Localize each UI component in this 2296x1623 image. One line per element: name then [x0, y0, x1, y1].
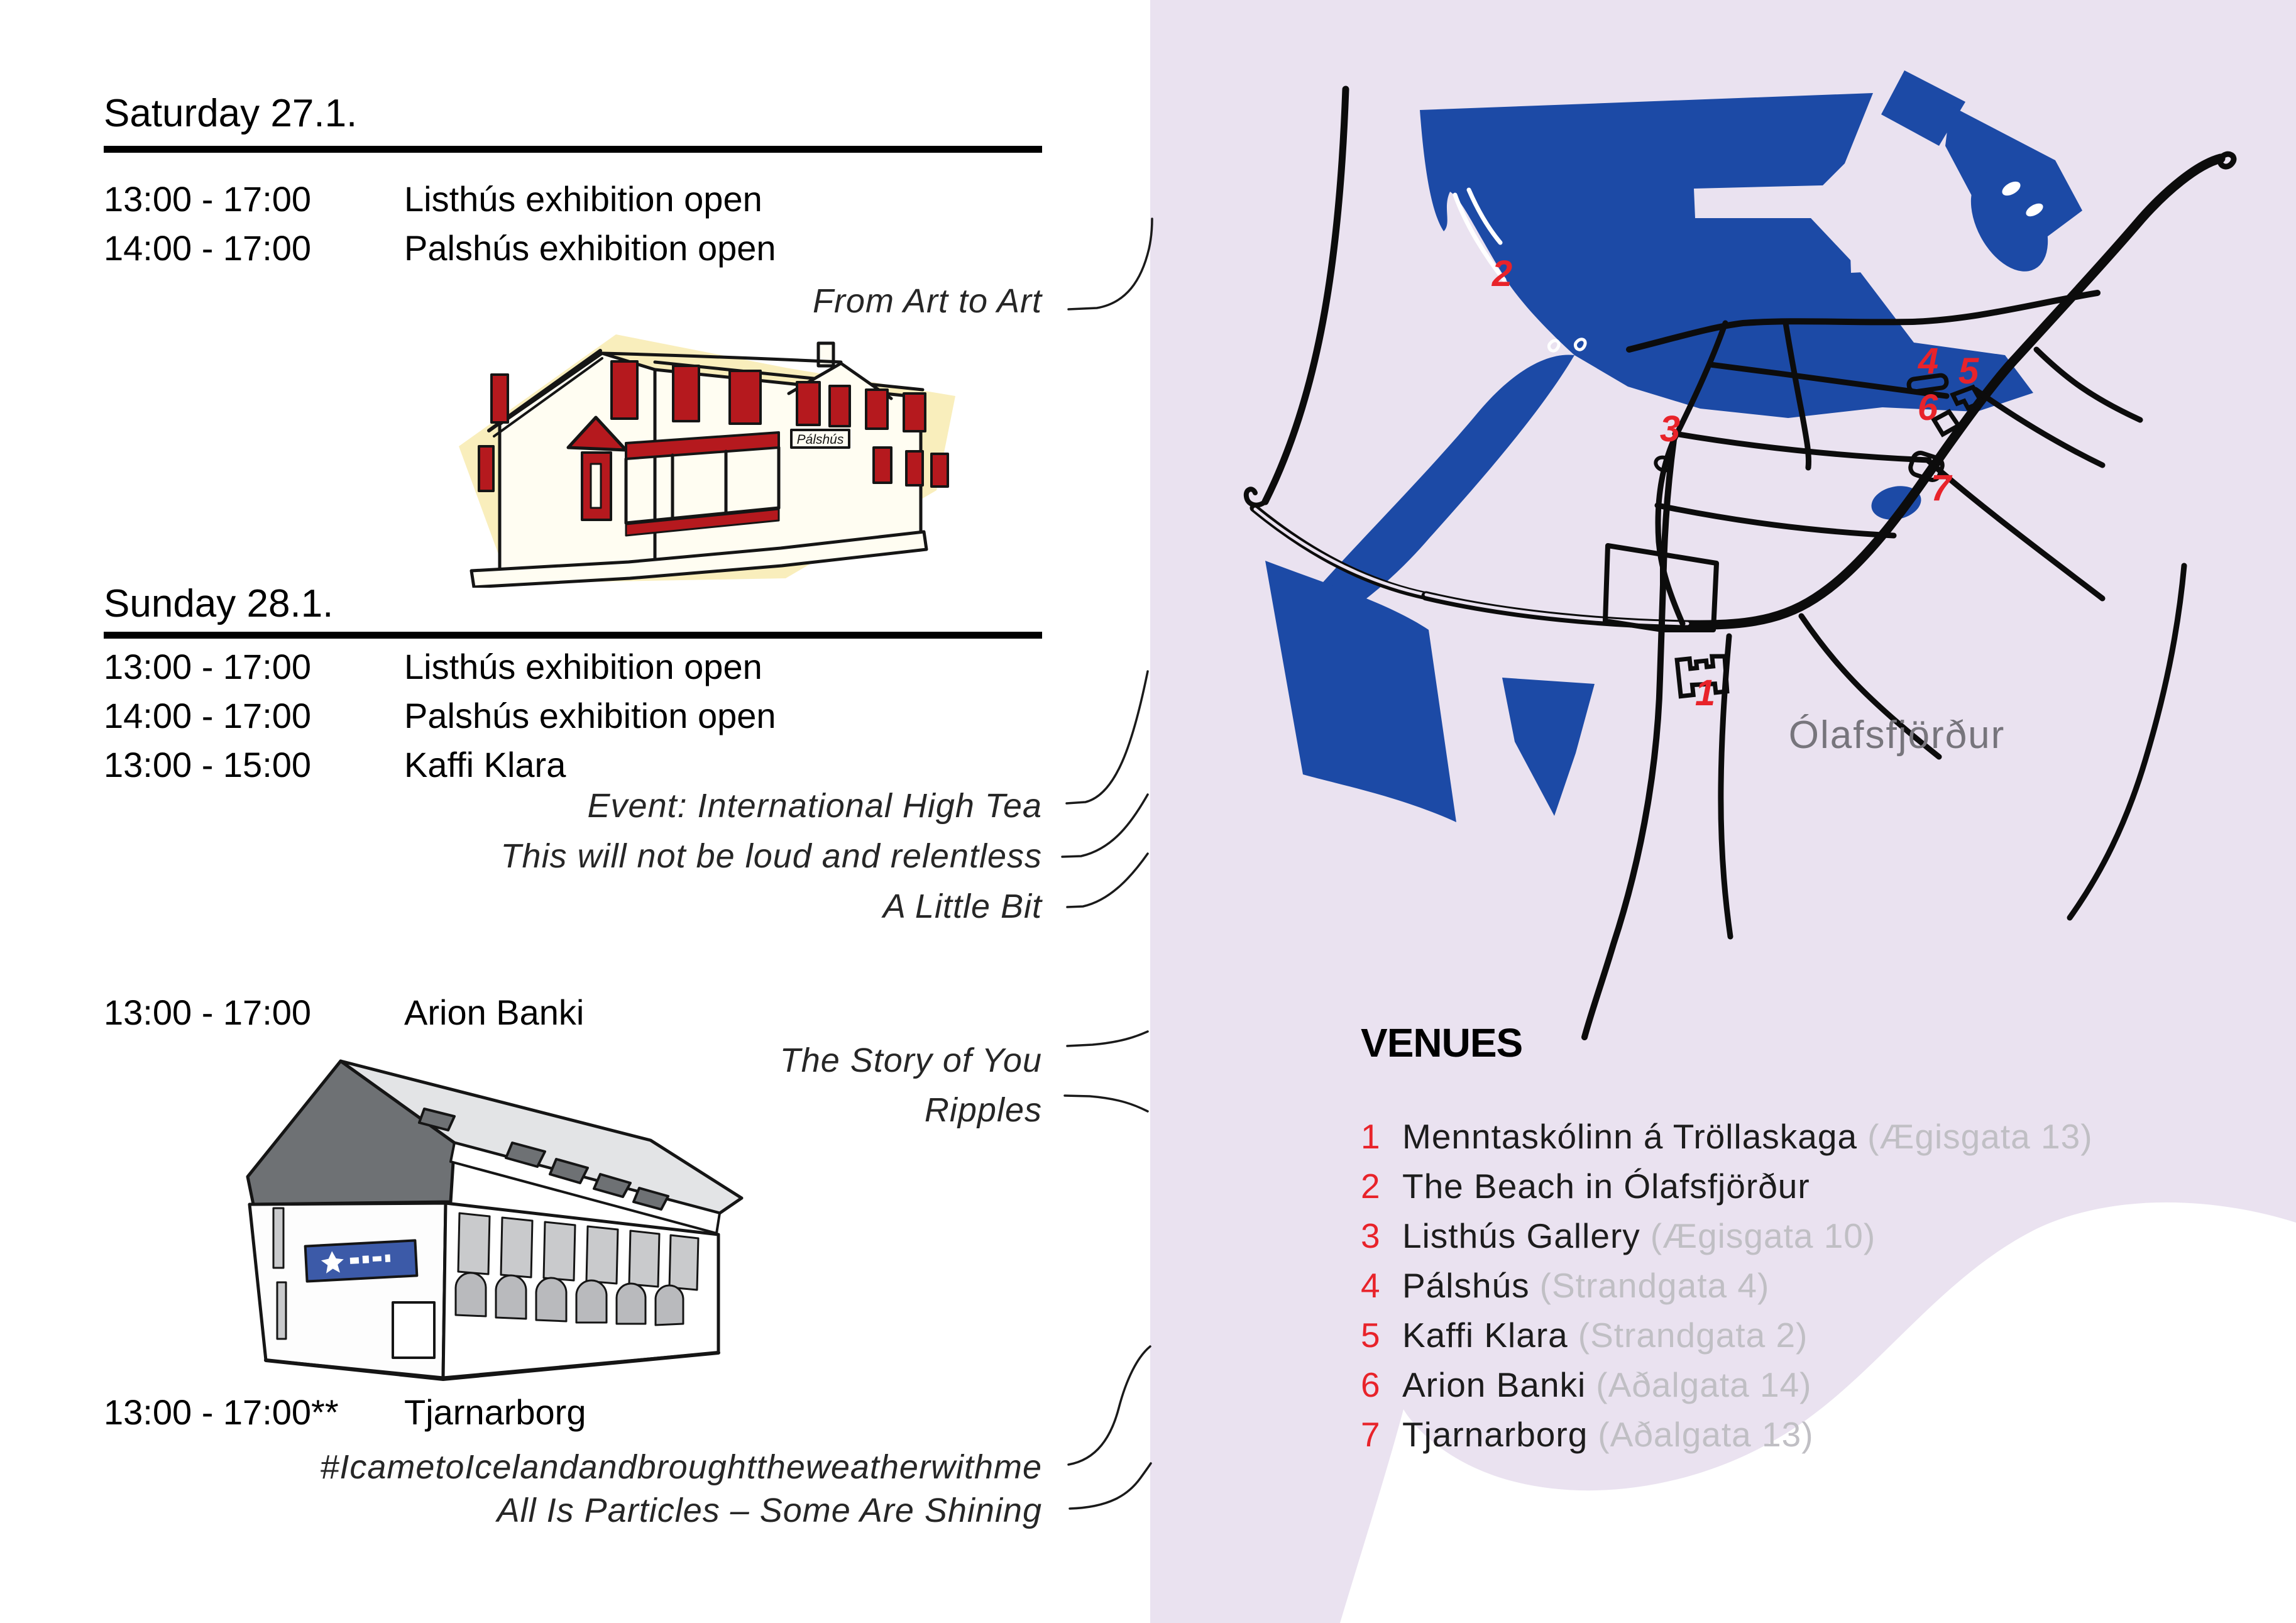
event-time: 13:00 - 17:00** — [104, 1392, 339, 1432]
event-time: 13:00 - 17:00 — [104, 993, 312, 1032]
venue-address: (Ægisgata 13) — [1867, 1117, 2093, 1156]
venue-number: 4 — [1361, 1266, 1380, 1305]
event-name: Listhús exhibition open — [404, 179, 762, 219]
venue-name: Listhús Gallery — [1402, 1216, 1640, 1255]
map-marker-3: 3 — [1659, 409, 1681, 449]
event-note: All Is Particles – Some Are Shining — [497, 1492, 1042, 1529]
event-note: Ripples — [924, 1091, 1042, 1129]
venue-number: 6 — [1361, 1365, 1380, 1404]
venue-item — [1361, 1265, 2241, 1315]
event-name: Palshús exhibition open — [404, 696, 776, 735]
venue-number: 1 — [1361, 1117, 1380, 1156]
venue-address: (Aðalgata 13) — [1598, 1415, 1814, 1454]
venues-list — [1361, 1116, 2241, 1464]
map-marker-5: 5 — [1958, 351, 1979, 392]
venue-item — [1361, 1116, 2241, 1166]
saturday-title: Saturday 27.1. — [104, 92, 358, 135]
venue-name: Arion Banki — [1402, 1365, 1586, 1404]
venue-address: (Strandgata 4) — [1539, 1266, 1770, 1305]
venue-item — [1361, 1166, 2241, 1216]
map-marker-1: 1 — [1695, 673, 1716, 713]
event-time: 13:00 - 15:00 — [104, 745, 312, 784]
event-name: Kaffi Klara — [404, 745, 566, 784]
venue-address: (Aðalgata 14) — [1596, 1365, 1812, 1404]
event-note: From Art to Art — [812, 282, 1042, 320]
event-note: The Story of You — [779, 1042, 1042, 1079]
event-name: Tjarnarborg — [404, 1392, 586, 1432]
event-note: #IcametoIcelandandbroughttheweatherwithme — [320, 1448, 1042, 1486]
venue-name: The Beach in Ólafsfjörður — [1402, 1167, 1810, 1206]
venue-name: Tjarnarborg — [1402, 1415, 1588, 1454]
venue-item — [1361, 1365, 2241, 1414]
event-note: This will not be loud and relentless — [500, 837, 1042, 875]
event-time: 13:00 - 17:00 — [104, 179, 312, 219]
venue-name: Menntaskólinn á Tröllaskaga — [1402, 1117, 1858, 1156]
palshus-sign-text: Pálshús — [796, 432, 844, 447]
venue-address: (Strandgata 2) — [1578, 1316, 1808, 1355]
event-time: 14:00 - 17:00 — [104, 228, 312, 268]
event-name: Palshús exhibition open — [404, 228, 776, 268]
venues-heading: VENUES — [1361, 1020, 1523, 1065]
map-marker-2: 2 — [1491, 253, 1513, 294]
event-name: Listhús exhibition open — [404, 647, 762, 686]
venue-number: 7 — [1361, 1415, 1380, 1454]
venue-name: Kaffi Klara — [1402, 1316, 1568, 1355]
venue-name: Pálshús — [1402, 1266, 1530, 1305]
venue-item — [1361, 1216, 2241, 1265]
event-time: 14:00 - 17:00 — [104, 696, 312, 735]
event-note: A Little Bit — [882, 888, 1042, 925]
venue-number: 3 — [1361, 1216, 1380, 1255]
venue-item — [1361, 1315, 2241, 1365]
sunday-title: Sunday 28.1. — [104, 582, 334, 625]
map-marker-7: 7 — [1930, 468, 1952, 509]
event-note: Event: International High Tea — [587, 787, 1042, 825]
map-marker-4: 4 — [1918, 341, 1939, 382]
event-time: 13:00 - 17:00 — [104, 647, 312, 686]
venue-number: 5 — [1361, 1316, 1380, 1355]
venue-number: 2 — [1361, 1167, 1380, 1206]
venue-item — [1361, 1414, 2241, 1464]
event-name: Arion Banki — [404, 993, 585, 1032]
venue-address: (Ægisgata 10) — [1650, 1216, 1876, 1255]
map-marker-6: 6 — [1917, 387, 1938, 428]
map-town-label: Ólafsfjörður — [1788, 713, 2006, 757]
